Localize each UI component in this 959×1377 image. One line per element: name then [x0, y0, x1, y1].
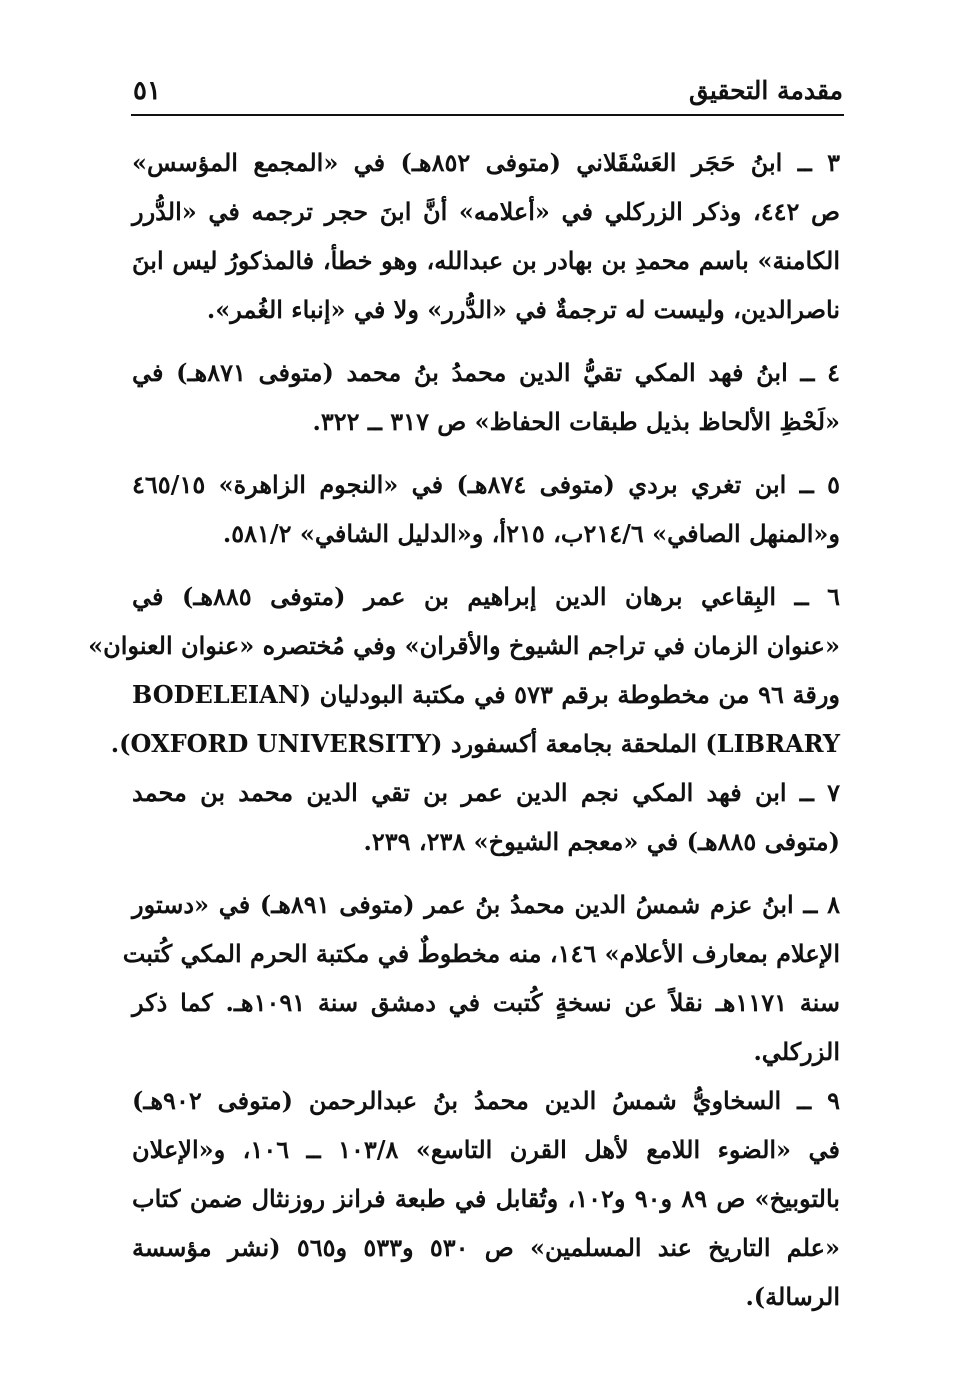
page-body: [88, 140, 841, 1323]
text-line: ناصرالدين، وليست له ترجمةٌ في «الدُّرر» ولا في «إنباء الغُمر».: [206, 295, 840, 324]
entry-9: [132, 1078, 840, 1323]
text-line: ٦ ــ البِقاعي برهان الدين إبراهيم بن عمر (متوفى ٨٨٥هـ) في: [132, 582, 840, 611]
text-line: ص ٤٤٢، وذكر الزركلي في «أعلامه» أنَّ ابنَ حجر ترجمه في «الدُّرر: [132, 197, 841, 226]
paragraph-gap: [132, 868, 840, 882]
text-line: الكامنة» باسم محمدِ بن بهادر بن عبدالله، وهو خطأ، فالمذكورُ ليس ابنَ: [132, 246, 840, 275]
text-line: ٨ ــ ابنُ عزم شمسُ الدين محمدُ بنُ عمر (متوفى ٨٩١هـ) في «دستور: [132, 890, 840, 919]
text-line: «لَحْظِ الألحاظ بذيل طبقات الحفاظ» ص ٣١٧ ــ ٣٢٢.: [312, 407, 840, 436]
entry-7: [132, 770, 840, 868]
text-line: «عنوان الزمان في تراجم الشيوخ والأقران» وفي مُختصره «عنوان العنوان»: [88, 631, 840, 660]
text-line: ٧ ــ ابن فهد المكي نجم الدين عمر بن تقي الدين محمد بن محمد: [132, 778, 840, 807]
running-header: [133, 71, 843, 113]
entry-4: [132, 350, 840, 448]
text-line: ورقة ٩٦ من مخطوطة برقم ٥٧٣ في مكتبة البودليان (BODELEIAN: [132, 680, 841, 709]
entry-5: [132, 462, 840, 560]
page-number: ٥١: [133, 76, 161, 106]
text-line: ٥ ــ ابن تغري بردي (متوفى ٨٧٤هـ) في «النجوم الزاهرة» ٤٦٥/١٥: [132, 470, 840, 499]
text-line: (متوفى ٨٨٥هـ) في «معجم الشيوخ» ٢٣٨، ٢٣٩.: [363, 827, 840, 856]
text-line: بالتوبيخ» ص ٨٩ و٩٠ و١٠٢، وتُقابل في طبعة فرانز روزنثال ضمن كتاب: [132, 1184, 840, 1213]
text-line: سنة ١١٧١هـ نقلاً عن نسخةٍ كُتبت في دمشق سنة ١٠٩١هـ. كما ذكر: [132, 988, 840, 1017]
text-line: ٤ ــ ابنُ فهد المكي تقيُّ الدين محمدُ بنُ محمد (متوفى ٨٧١هـ) في: [132, 358, 841, 387]
text-line: في «الضوء اللامع لأهل القرن التاسع» ١٠٣/٨ ــ ١٠٦، و«الإعلان: [132, 1135, 840, 1164]
text-line: الإعلام بمعارف الأعلام» ١٤٦، منه مخطوطٌ في مكتبة الحرم المكي كُتبت: [122, 939, 840, 968]
text-line: و«المنهل الصافي» ٢١٤/٦ب، ٢١٥أ، و«الدليل الشافي» ٥٨١/٢.: [222, 519, 840, 548]
header-title: مقدمة التحقيق: [689, 76, 843, 105]
text-line: ٩ ــ السخاويُّ شمسُ الدين محمدُ بنُ عبدالرحمن (متوفى ٩٠٢هـ): [132, 1086, 840, 1115]
text-line: «علم التاريخ عند المسلمين» ص ٥٣٠ و٥٣٣ و٥٦٥ (نشر مؤسسة: [132, 1233, 840, 1262]
entry-6: [88, 574, 841, 770]
entry-8: [122, 882, 840, 1078]
header-rule: [131, 114, 844, 116]
text-line: ٣ ــ ابنُ حَجَر العَسْقَلاني (متوفى ٨٥٢هـ) في «المجمع المؤسس»: [132, 148, 841, 177]
paragraph-gap: [132, 336, 840, 350]
entry-3: [132, 140, 840, 336]
paragraph-gap: [132, 560, 840, 574]
text-line: الزركلي.: [753, 1037, 840, 1066]
paragraph-gap: [132, 448, 840, 462]
text-line: الرسالة).: [745, 1282, 840, 1311]
text-line: LIBRARY) الملحقة بجامعة أكسفورد (OXFORD UNIVERSITY).: [110, 729, 840, 758]
